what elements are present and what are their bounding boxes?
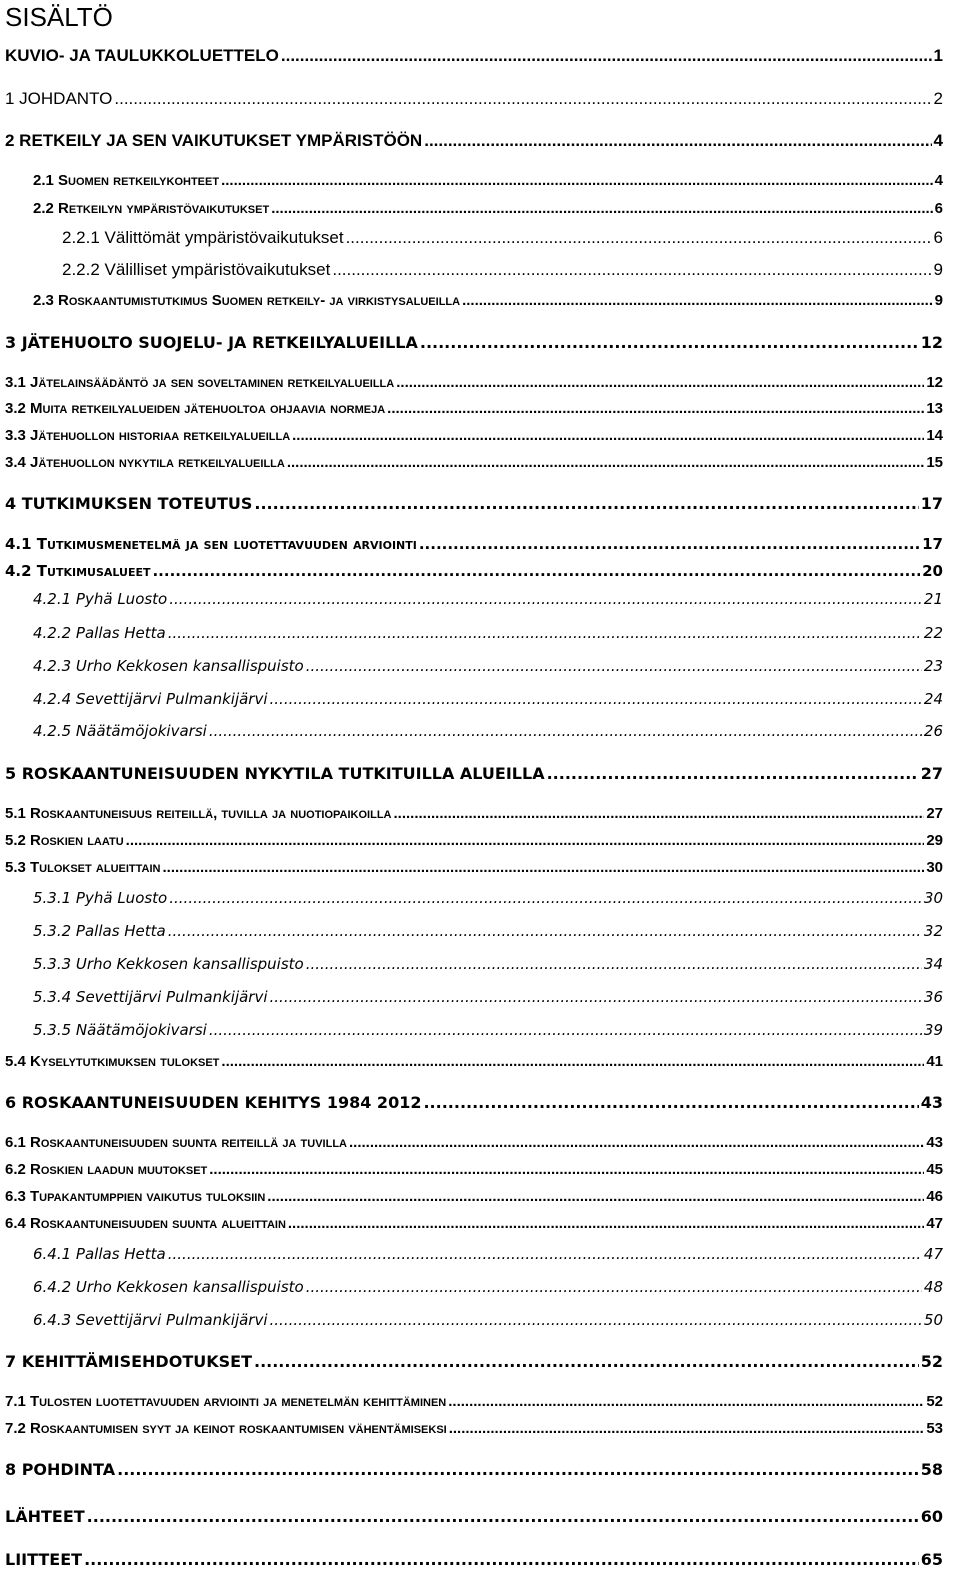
dot-leader xyxy=(152,562,920,580)
toc-entry-page: 17 xyxy=(922,535,943,553)
toc-entry-label: 5.1 Roskaantuneisuus reiteillä, tuvilla ja nuotiopaikoilla xyxy=(5,805,392,822)
toc-entry-page: 21 xyxy=(923,590,943,608)
toc-entry[interactable] xyxy=(5,333,943,352)
dot-leader xyxy=(126,832,925,849)
toc-entry-page: 27 xyxy=(926,805,943,822)
toc-entry-label: 6.4.2 Urho Kekkosen kansallispuisto xyxy=(33,1278,304,1296)
toc-entry-page: 32 xyxy=(923,922,943,940)
toc-entry[interactable] xyxy=(5,427,943,444)
toc-entry[interactable] xyxy=(5,1093,943,1112)
toc-entry[interactable] xyxy=(33,657,943,675)
toc-entry[interactable] xyxy=(5,1550,943,1569)
toc-entry[interactable] xyxy=(33,200,943,217)
toc-entry[interactable] xyxy=(5,454,943,471)
toc-entry-label: 3 JÄTEHUOLTO SUOJELU- JA RETKEILYALUEILLA xyxy=(5,333,418,352)
toc-entry-label: 6 ROSKAANTUNEISUUDEN KEHITYS 1984 2012 xyxy=(5,1093,422,1112)
dot-leader xyxy=(281,46,932,66)
toc-entry-label: 4.2.5 Näätämöjokivarsi xyxy=(33,722,207,740)
toc-entry[interactable] xyxy=(5,562,943,580)
toc-entry-label: 1 JOHDANTO xyxy=(5,89,113,108)
toc-entry-label: 5.3.4 Sevettijärvi Pulmankijärvi xyxy=(33,988,268,1006)
toc-entry[interactable] xyxy=(33,1278,943,1296)
dot-leader xyxy=(396,374,924,391)
dot-leader xyxy=(288,1215,924,1232)
toc-entry[interactable] xyxy=(5,400,943,417)
toc-entry[interactable] xyxy=(33,988,943,1006)
toc-entry-label: 4.2.2 Pallas Hetta xyxy=(33,624,166,642)
dot-leader xyxy=(306,1278,922,1296)
dot-leader xyxy=(448,1393,924,1410)
dot-leader xyxy=(169,590,922,608)
toc-entry[interactable] xyxy=(5,832,943,849)
toc-entry-page: 17 xyxy=(920,494,943,513)
dot-leader xyxy=(162,859,924,876)
toc-entry-page: 20 xyxy=(922,562,943,580)
dot-leader xyxy=(462,292,933,309)
dot-leader xyxy=(270,690,922,708)
toc-entry-label: 6.4.1 Pallas Hetta xyxy=(33,1245,166,1263)
toc-entry-page: 2 xyxy=(933,89,943,108)
toc-entry-label: 4.2 Tutkimusalueet xyxy=(5,562,151,580)
dot-leader xyxy=(349,1134,924,1151)
toc-entry-label: 6.4.3 Sevettijärvi Pulmankijärvi xyxy=(33,1311,268,1329)
toc-entry-page: 14 xyxy=(926,427,943,444)
dot-leader xyxy=(209,1161,924,1178)
toc-entry[interactable] xyxy=(5,859,943,876)
toc-entry-label: 3.2 Muita retkeilyalueiden jätehuoltoa ohjaavia normeja xyxy=(5,400,386,417)
toc-entry-page: 4 xyxy=(934,172,943,189)
dot-leader xyxy=(547,764,919,783)
toc-entry-page: 43 xyxy=(920,1093,943,1112)
page-title: SISÄLTÖ xyxy=(5,2,113,32)
toc-entry-page: 29 xyxy=(926,832,943,849)
toc-entry-label: 7.1 Tulosten luotettavuuden arviointi ja menetelmän kehittäminen xyxy=(5,1393,447,1410)
toc-entry-page: 9 xyxy=(934,292,943,309)
dot-leader xyxy=(168,624,922,642)
toc-entry-page: 52 xyxy=(926,1393,943,1410)
toc-entry[interactable] xyxy=(33,590,943,608)
toc-entry-page: 22 xyxy=(923,624,943,642)
toc-entry[interactable] xyxy=(33,1021,943,1039)
toc-entry-label: 6.4 Roskaantuneisuuden suunta alueittain xyxy=(5,1215,286,1232)
dot-leader xyxy=(267,1188,924,1205)
toc-entry-page: 47 xyxy=(923,1245,943,1263)
toc-entry[interactable] xyxy=(5,1134,943,1151)
toc-entry-label: 3.1 Jätelainsäädäntö ja sen soveltaminen retkeilyalueilla xyxy=(5,374,395,391)
dot-leader xyxy=(420,333,919,352)
toc-entry-label: 2 RETKEILY JA SEN VAIKUTUKSET YMPÄRISTÖÖN xyxy=(5,131,423,150)
dot-leader xyxy=(423,1093,918,1112)
toc-entry-page: 27 xyxy=(920,764,943,783)
dot-leader xyxy=(221,1053,924,1070)
dot-leader xyxy=(114,89,931,109)
toc-entry-label: LÄHTEET xyxy=(5,1507,85,1526)
dot-leader xyxy=(387,400,924,417)
dot-leader xyxy=(306,657,922,675)
toc-entry-page: 52 xyxy=(920,1352,943,1371)
toc-entry-label: 4.1 Tutkimusmenetelmä ja sen luotettavuuden arviointi xyxy=(5,535,417,553)
dot-leader xyxy=(270,1311,922,1329)
toc-entry-page: 43 xyxy=(926,1134,943,1151)
toc-entry-label: 5.2 Roskien laatu xyxy=(5,832,124,849)
toc-entry-label: 6.2 Roskien laadun muutokset xyxy=(5,1161,208,1178)
toc-entry[interactable] xyxy=(33,1311,943,1329)
toc-entry-label: 4 TUTKIMUKSEN TOTEUTUS xyxy=(5,494,253,513)
toc-entry-label: 2.2.2 Välilliset ympäristövaikutukset xyxy=(62,260,331,279)
toc-entry[interactable] xyxy=(5,1460,943,1479)
toc-entry-page: 13 xyxy=(926,400,943,417)
toc-entry-page: 30 xyxy=(926,859,943,876)
toc-entry-label: 5.3.5 Näätämöjokivarsi xyxy=(33,1021,207,1039)
dot-leader xyxy=(87,1507,919,1526)
toc-entry-label: 6.1 Roskaantuneisuuden suunta reiteillä ja tuvilla xyxy=(5,1134,347,1151)
dot-leader xyxy=(332,260,931,280)
toc-entry-label: 4.2.3 Urho Kekkosen kansallispuisto xyxy=(33,657,304,675)
toc-entry-label: 5 ROSKAANTUNEISUUDEN NYKYTILA TUTKITUILLA ALUEILLA xyxy=(5,764,545,783)
dot-leader xyxy=(169,889,922,907)
toc-entry-label: 8 POHDINTA xyxy=(5,1460,116,1479)
toc-entry[interactable] xyxy=(62,228,943,248)
toc-entry[interactable] xyxy=(33,690,943,708)
toc-entry-page: 60 xyxy=(920,1507,943,1526)
dot-leader xyxy=(306,955,922,973)
toc-entry-page: 1 xyxy=(933,46,943,65)
toc-entry[interactable] xyxy=(5,374,943,391)
dot-leader xyxy=(346,228,932,248)
toc-entry[interactable] xyxy=(5,1161,943,1178)
toc-entry-label: 2.2.1 Välittömät ympäristövaikutukset xyxy=(62,228,344,247)
toc-entry-label: 7 KEHITTÄMISEHDOTUKSET xyxy=(5,1352,252,1371)
toc-entry-page: 47 xyxy=(926,1215,943,1232)
toc-entry[interactable] xyxy=(5,46,943,66)
toc-entry-page: 34 xyxy=(923,955,943,973)
toc-entry[interactable] xyxy=(33,172,943,189)
toc-entry[interactable] xyxy=(33,292,943,309)
toc-entry-page: 36 xyxy=(923,988,943,1006)
toc-entry-page: 12 xyxy=(920,333,943,352)
toc-entry[interactable] xyxy=(5,89,943,109)
toc-entry-label: KUVIO- JA TAULUKKOLUETTELO xyxy=(5,46,279,65)
toc-entry-label: LIITTEET xyxy=(5,1550,83,1569)
dot-leader xyxy=(424,131,931,151)
toc-entry-label: 5.3 Tulokset alueittain xyxy=(5,859,161,876)
toc-entry[interactable] xyxy=(5,1053,943,1070)
toc-entry-label: 5.4 Kyselytutkimuksen tulokset xyxy=(5,1053,220,1070)
toc-entry-page: 45 xyxy=(926,1161,943,1178)
toc-entry-label: 3.3 Jätehuollon historiaa retkeilyalueilla xyxy=(5,427,291,444)
toc-entry[interactable] xyxy=(5,535,943,553)
toc-entry-page: 46 xyxy=(926,1188,943,1205)
dot-leader xyxy=(287,454,924,471)
toc-entry-page: 12 xyxy=(926,374,943,391)
toc-entry-page: 23 xyxy=(923,657,943,675)
toc-entry-page: 50 xyxy=(923,1311,943,1329)
toc-entry[interactable] xyxy=(5,1507,943,1526)
toc-entry[interactable] xyxy=(5,1215,943,1232)
toc-entry-page: 41 xyxy=(926,1053,943,1070)
dot-leader xyxy=(168,1245,922,1263)
toc-entry-page: 24 xyxy=(923,690,943,708)
toc-entry-label: 5.3.1 Pyhä Luosto xyxy=(33,889,168,907)
toc-entry-label: 3.4 Jätehuollon nykytila retkeilyalueilla xyxy=(5,454,285,471)
toc-entry-page: 65 xyxy=(920,1550,943,1569)
toc-entry-page: 30 xyxy=(923,889,943,907)
toc-entry-label: 2.2 Retkeilyn ympäristövaikutukset xyxy=(33,200,270,217)
toc-entry[interactable] xyxy=(5,1393,943,1410)
dot-leader xyxy=(168,922,922,940)
toc-entry[interactable] xyxy=(5,131,943,151)
toc-entry[interactable] xyxy=(5,764,943,783)
toc-entry-page: 39 xyxy=(923,1021,943,1039)
toc-entry-label: 6.3 Tupakantumppien vaikutus tuloksiin xyxy=(5,1188,266,1205)
toc-entry[interactable] xyxy=(5,1188,943,1205)
dot-leader xyxy=(419,535,920,553)
dot-leader xyxy=(271,200,932,217)
toc-entry-page: 15 xyxy=(926,454,943,471)
dot-leader xyxy=(254,494,918,513)
toc-entry-page: 6 xyxy=(934,200,943,217)
toc-entry[interactable] xyxy=(33,955,943,973)
dot-leader xyxy=(221,172,933,189)
toc-entry[interactable] xyxy=(33,922,943,940)
toc-entry[interactable] xyxy=(33,624,943,642)
toc-entry[interactable] xyxy=(62,260,943,280)
toc-entry-page: 48 xyxy=(923,1278,943,1296)
toc-entry-label: 4.2.1 Pyhä Luosto xyxy=(33,590,168,608)
toc-entry-page: 58 xyxy=(920,1460,943,1479)
toc-entry-label: 2.1 Suomen retkeilykohteet xyxy=(33,172,220,189)
toc-entry-page: 9 xyxy=(933,260,943,279)
dot-leader xyxy=(209,722,922,740)
dot-leader xyxy=(254,1352,919,1371)
toc-entry[interactable] xyxy=(33,889,943,907)
dot-leader xyxy=(270,988,922,1006)
toc-entry-page: 4 xyxy=(933,131,943,150)
dot-leader xyxy=(449,1420,925,1437)
toc-entry-label: 4.2.4 Sevettijärvi Pulmankijärvi xyxy=(33,690,268,708)
toc-entry[interactable] xyxy=(5,1420,943,1437)
dot-leader xyxy=(292,427,924,444)
toc-entry[interactable] xyxy=(5,805,943,822)
toc-entry-label: 5.3.3 Urho Kekkosen kansallispuisto xyxy=(33,955,304,973)
dot-leader xyxy=(84,1550,919,1569)
toc-entry-page: 6 xyxy=(933,228,943,247)
toc-entry-label: 2.3 Roskaantumistutkimus Suomen retkeily- ja virkistysalueilla xyxy=(33,292,461,309)
toc-entry-page: 26 xyxy=(923,722,943,740)
toc-entry[interactable] xyxy=(5,494,943,513)
toc-entry-label: 7.2 Roskaantumisen syyt ja keinot roskaantumisen vähentämiseksi xyxy=(5,1420,447,1437)
toc-entry-label: 5.3.2 Pallas Hetta xyxy=(33,922,166,940)
toc-entry[interactable] xyxy=(5,1352,943,1371)
dot-leader xyxy=(117,1460,919,1479)
toc-entry[interactable] xyxy=(33,1245,943,1263)
toc-entry[interactable] xyxy=(33,722,943,740)
dot-leader xyxy=(209,1021,922,1039)
toc-entry-page: 53 xyxy=(926,1420,943,1437)
dot-leader xyxy=(394,805,925,822)
